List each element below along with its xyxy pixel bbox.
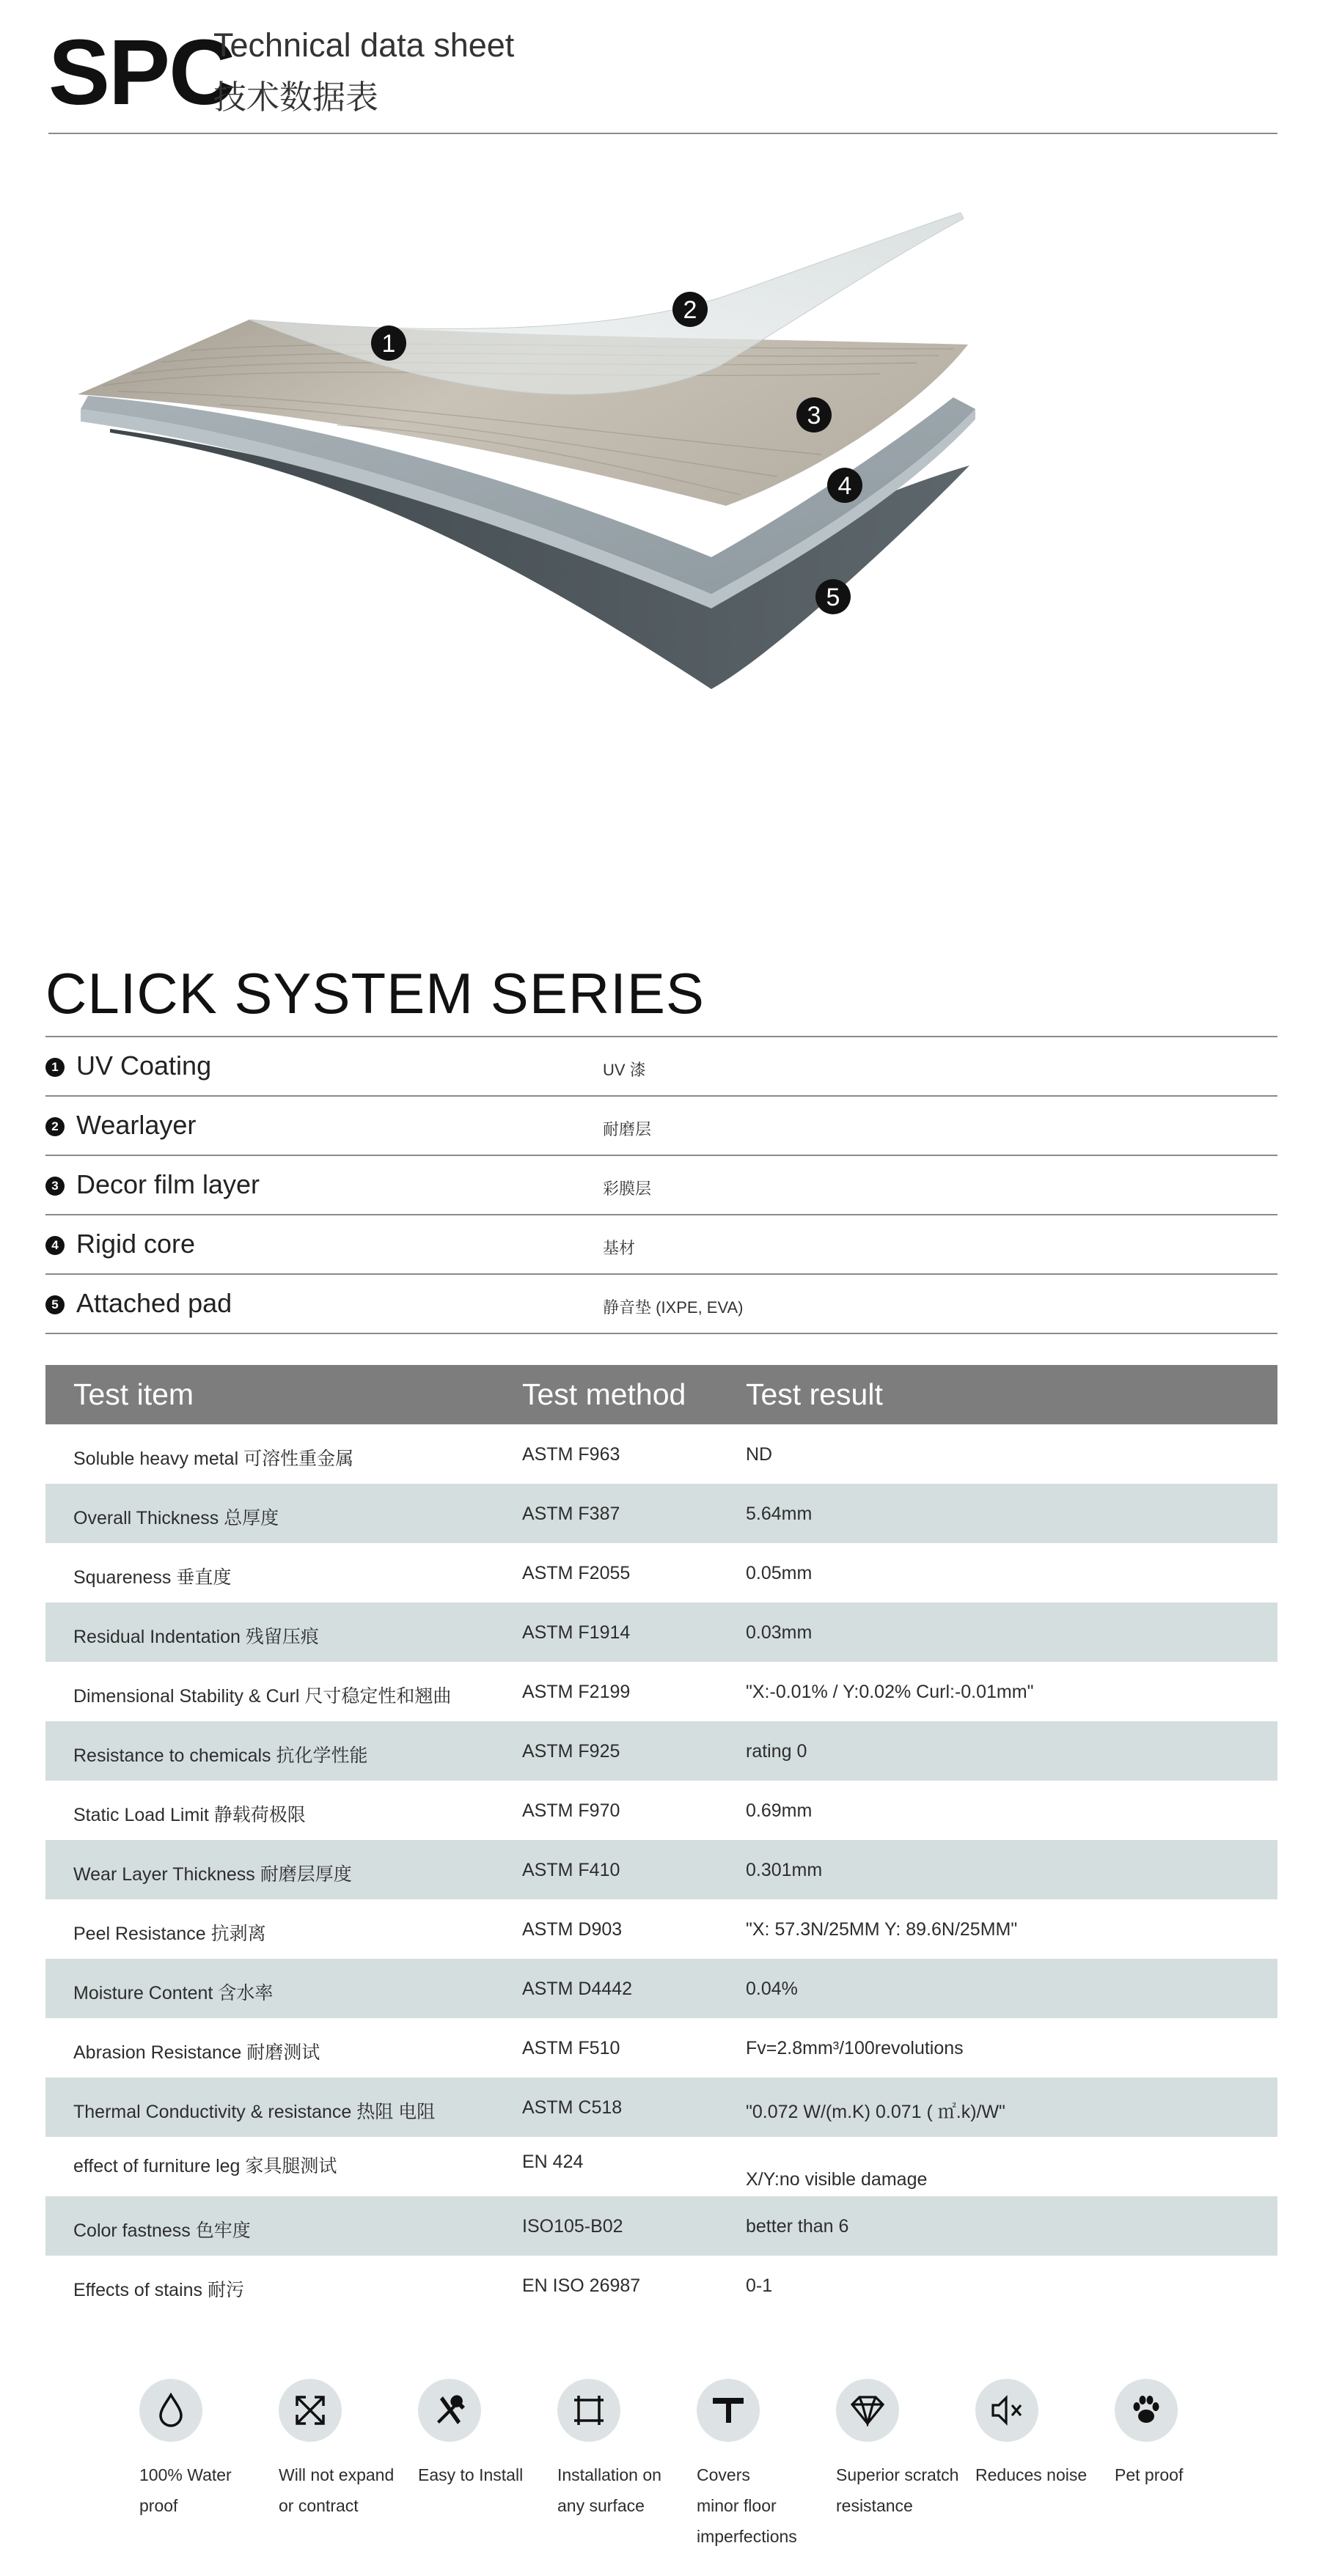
test-item-cell: Abrasion Resistance 耐磨测试 [73,2042,320,2063]
feature-waterproof [139,2379,279,2521]
feature-label: any surface [557,2496,645,2515]
surface-square-icon [557,2379,620,2442]
test-result-cell: Fv=2.8mm³/100revolutions [746,2038,964,2058]
test-item-cell: Color fastness 色牢度 [73,2220,251,2241]
test-method-cell: ASTM F925 [522,1741,620,1762]
test-method-cell: EN ISO 26987 [522,2275,641,2296]
callout-3-label: 3 [807,402,821,430]
paw-icon [1115,2379,1178,2442]
test-method-cell: ASTM F1914 [522,1622,631,1643]
test-method-cell: ASTM D903 [522,1919,623,1940]
layer-name-cn: 彩膜层 [603,1180,652,1198]
test-result-cell: 0.301mm [746,1860,823,1880]
feature-label: Reduces noise [975,2465,1088,2484]
test-result-cell: 0.69mm [746,1800,813,1821]
test-method-cell: ASTM F2199 [522,1682,631,1702]
series-title: CLICK SYSTEM SERIES [45,961,705,1026]
water-drop-icon [139,2379,202,2442]
feature-label: imperfections [697,2527,797,2546]
table-row [45,1721,1277,1781]
layer-list [45,1036,1277,1334]
feature-label: Will not expand [279,2465,395,2484]
test-result-cell: "X: 57.3N/25MM Y: 89.6N/25MM" [746,1919,1018,1940]
table-row [45,2196,1277,2256]
layer-name-en: Attached pad [76,1288,232,1318]
table-row [45,2078,1277,2137]
callout-5 [815,579,851,614]
test-method-cell: ASTM F2055 [522,1563,631,1583]
table-row [45,2018,1277,2078]
test-result-cell: rating 0 [746,1741,807,1762]
feature-icons [125,2379,1225,2555]
feature-label: proof [139,2496,178,2515]
test-item-cell: Effects of stains 耐污 [73,2280,244,2300]
test-method-cell: ASTM C518 [522,2097,623,2118]
test-method-cell: ASTM F963 [522,1444,620,1465]
callout-2 [672,292,708,327]
floor-layers-illustration [73,213,1012,726]
test-item-cell: Resistance to chemicals 抗化学性能 [73,1745,368,1766]
test-item-cell: Thermal Conductivity & resistance 热阻 电阻 [73,2102,436,2122]
table-body [45,1424,1277,2315]
feature-label: Pet proof [1115,2465,1184,2484]
test-result-cell: 0-1 [746,2275,773,2296]
table-row [45,1662,1277,1721]
table-row [45,1959,1277,2018]
table-row [45,1602,1277,1662]
test-method-cell: ASTM F970 [522,1800,620,1821]
table-row [45,1781,1277,1840]
feature-label: minor floor [697,2496,777,2515]
test-result-cell: 0.03mm [746,1622,813,1643]
feature-covers-imperfections [697,2379,836,2552]
header-test-result: Test result [746,1377,883,1411]
test-result-cell: "0.072 W/(m.K) 0.071 ( ㎡.k)/W" [746,2102,1005,2122]
table-row [45,1543,1277,1602]
feature-any-surface [557,2379,697,2521]
table-row [45,2256,1277,2315]
layer-name-en: Rigid core [76,1229,196,1259]
feature-stable [279,2379,418,2521]
brand-title: SPC [48,21,235,124]
callout-5-label: 5 [826,584,840,611]
test-result-cell: 0.05mm [746,1563,813,1583]
callout-3 [796,397,832,433]
subtitle-chinese: 技术数据表 [213,78,379,116]
test-item-cell: Soluble heavy metal 可溶性重金属 [73,1449,354,1469]
test-item-cell: Wear Layer Thickness 耐磨层厚度 [73,1864,352,1885]
test-method-cell: ASTM D4442 [522,1979,633,1999]
subtitle-english: Technical data sheet [213,26,515,64]
callout-1-label: 1 [381,330,396,358]
layer-row [45,1156,1277,1215]
trowel-icon [697,2379,760,2442]
layer-name-cn: UV 漆 [603,1061,646,1079]
feature-label: Installation on [557,2465,661,2484]
test-item-cell: Dimensional Stability & Curl 尺寸稳定性和翘曲 [73,1686,452,1707]
test-item-cell: Peel Resistance 抗剥离 [73,1924,266,1944]
table-row [45,1424,1277,1484]
test-method-cell: EN 424 [522,2152,584,2172]
test-result-cell: ND [746,1444,773,1465]
test-method-cell: ASTM F387 [522,1504,620,1524]
feature-label: or contract [279,2496,359,2515]
test-item-cell: effect of furniture leg 家具腿测试 [73,2156,337,2176]
diamond-icon [836,2379,899,2442]
header-divider [48,133,1277,134]
feature-label: 100% Water [139,2465,232,2484]
test-method-cell: ISO105-B02 [522,2216,623,2237]
feature-scratch-resistance [836,2379,975,2521]
test-item-cell: Squareness 垂直度 [73,1567,232,1588]
layer-name-en: Wearlayer [76,1110,197,1140]
layer-number: 5 [45,1295,65,1314]
table-row [45,2137,1277,2196]
callout-4 [827,468,862,503]
test-method-cell: ASTM F410 [522,1860,620,1880]
test-table [45,1365,1277,2315]
mute-speaker-icon [975,2379,1038,2442]
table-row [45,1484,1277,1543]
test-method-cell: ASTM F510 [522,2038,620,2058]
attached-pad-layer [110,429,969,689]
test-item-cell: Moisture Content 含水率 [73,1983,274,2003]
feature-install [418,2379,557,2490]
table-header [45,1365,1277,1424]
table-row [45,1899,1277,1959]
callout-2-label: 2 [683,296,697,324]
layer-name-en: Decor film layer [76,1169,260,1199]
test-result-cell: better than 6 [746,2216,849,2237]
test-item-cell: Overall Thickness 总厚度 [73,1508,279,1528]
test-result-cell: 0.04% [746,1979,798,1999]
layer-name-en: UV Coating [76,1050,212,1081]
expand-arrows-icon [279,2379,342,2442]
feature-label: resistance [836,2496,913,2515]
header-test-item: Test item [73,1377,194,1411]
layer-name-cn: 基材 [603,1239,636,1257]
feature-pet-proof [1115,2379,1254,2490]
test-result-cell: X/Y:no visible damage [746,2169,928,2190]
callout-1 [371,325,406,361]
test-item-cell: Static Load Limit 静载荷极限 [73,1805,306,1825]
layer-row [45,1275,1277,1334]
layer-number: 4 [45,1236,65,1255]
layer-number: 2 [45,1117,65,1136]
layer-name-cn: 静音垫 (IXPE, EVA) [603,1298,744,1317]
layer-row [45,1097,1277,1156]
test-result-cell: "X:-0.01% / Y:0.02% Curl:-0.01mm" [746,1682,1034,1702]
feature-reduces-noise [975,2379,1115,2490]
layer-number: 3 [45,1177,65,1196]
table-row [45,1840,1277,1899]
feature-label: Superior scratch [836,2465,959,2484]
feature-label: Easy to Install [418,2465,524,2484]
callout-4-label: 4 [837,472,852,500]
layer-row [45,1215,1277,1275]
test-item-cell: Residual Indentation 残留压痕 [73,1627,319,1647]
test-result-cell: 5.64mm [746,1504,813,1524]
layer-row [45,1037,1277,1097]
layer-number: 1 [45,1058,65,1077]
header-test-method: Test method [522,1377,686,1411]
layer-name-cn: 耐磨层 [603,1120,652,1138]
tools-icon [418,2379,481,2442]
feature-label: Covers [697,2465,750,2484]
